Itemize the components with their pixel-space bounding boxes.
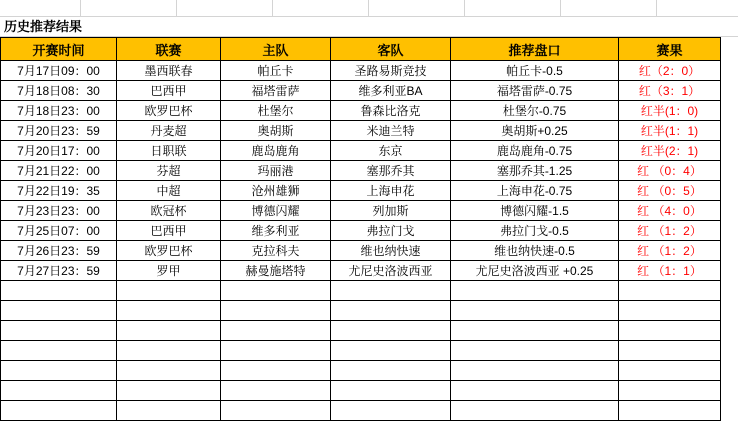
cell-result: 红 （0：4）	[619, 161, 721, 181]
table-row	[1, 201, 721, 221]
cell-result: 红 （1：1）	[619, 261, 721, 281]
table-row	[1, 181, 721, 201]
column-header-home: 主队	[221, 38, 331, 61]
cell-time: 7月18日08：30	[1, 81, 117, 101]
table-row	[1, 221, 721, 241]
cell-time: 7月21日22：00	[1, 161, 117, 181]
cell-result: 红半(2：1)	[619, 141, 721, 161]
table-row-empty	[1, 301, 721, 321]
cell-league: 巴西甲	[117, 221, 221, 241]
table-header-row	[1, 38, 721, 61]
cell-pick: 博德闪耀-1.5	[451, 201, 619, 221]
table-row	[1, 121, 721, 141]
cell-league: 日职联	[117, 141, 221, 161]
cell-pick: 杜堡尔-0.75	[451, 101, 619, 121]
table-row-empty	[1, 361, 721, 381]
cell-time: 7月23日23：00	[1, 201, 117, 221]
table-row-empty	[1, 401, 721, 421]
table-row	[1, 101, 721, 121]
cell-away: 维多利亚BA	[331, 81, 451, 101]
cell-time: 7月17日09：00	[1, 61, 117, 81]
cell-result: 红 （4：0）	[619, 201, 721, 221]
cell-pick: 奥胡斯+0.25	[451, 121, 619, 141]
table-body	[1, 61, 721, 421]
table-row-empty	[1, 381, 721, 401]
cell-pick: 维也纳快速-0.5	[451, 241, 619, 261]
cell-time: 7月18日23：00	[1, 101, 117, 121]
table-row-empty	[1, 341, 721, 361]
cell-league: 巴西甲	[117, 81, 221, 101]
cell-pick: 弗拉门戈-0.5	[451, 221, 619, 241]
table-row	[1, 81, 721, 101]
cell-league: 中超	[117, 181, 221, 201]
cell-home: 赫曼施塔特	[221, 261, 331, 281]
cell-league: 欧罗巴杯	[117, 241, 221, 261]
cell-time: 7月27日23：59	[1, 261, 117, 281]
cell-pick: 塞那乔其-1.25	[451, 161, 619, 181]
cell-home: 维多利亚	[221, 221, 331, 241]
cell-pick: 上海申花-0.75	[451, 181, 619, 201]
cell-league: 欧罗巴杯	[117, 101, 221, 121]
cell-away: 鲁森比洛克	[331, 101, 451, 121]
cell-home: 克拉科夫	[221, 241, 331, 261]
table-row	[1, 241, 721, 261]
cell-away: 圣路易斯竞技	[331, 61, 451, 81]
cell-result: 红半(1：0)	[619, 101, 721, 121]
column-header-pick: 推荐盘口	[451, 38, 619, 61]
table-row-empty	[1, 281, 721, 301]
cell-league: 墨西联春	[117, 61, 221, 81]
cell-home: 沧州雄狮	[221, 181, 331, 201]
cell-home: 博德闪耀	[221, 201, 331, 221]
cell-away: 上海申花	[331, 181, 451, 201]
cell-home: 杜堡尔	[221, 101, 331, 121]
column-header-time: 开赛时间	[1, 38, 117, 61]
cell-time: 7月26日23：59	[1, 241, 117, 261]
table-row	[1, 61, 721, 81]
cell-time: 7月20日17：00	[1, 141, 117, 161]
cell-result: 红（2：0）	[619, 61, 721, 81]
cell-away: 维也纳快速	[331, 241, 451, 261]
table-row	[1, 161, 721, 181]
cell-home: 帕丘卡	[221, 61, 331, 81]
column-header-strip	[0, 0, 738, 17]
cell-pick: 帕丘卡-0.5	[451, 61, 619, 81]
cell-result: 红（3：1）	[619, 81, 721, 101]
page-title: 历史推荐结果	[0, 17, 738, 37]
cell-away: 塞那乔其	[331, 161, 451, 181]
cell-result: 红 （1：2）	[619, 221, 721, 241]
cell-time: 7月25日07：00	[1, 221, 117, 241]
cell-away: 尤尼史洛波西亚	[331, 261, 451, 281]
cell-away: 列加斯	[331, 201, 451, 221]
cell-result: 红 （0：5）	[619, 181, 721, 201]
table-row	[1, 141, 721, 161]
cell-league: 欧冠杯	[117, 201, 221, 221]
cell-away: 米迪兰特	[331, 121, 451, 141]
cell-away: 弗拉门戈	[331, 221, 451, 241]
table-row	[1, 261, 721, 281]
cell-time: 7月22日19：35	[1, 181, 117, 201]
cell-league: 丹麦超	[117, 121, 221, 141]
column-header-league: 联赛	[117, 38, 221, 61]
cell-home: 玛丽港	[221, 161, 331, 181]
cell-home: 福塔雷萨	[221, 81, 331, 101]
cell-pick: 尤尼史洛波西亚 +0.25	[451, 261, 619, 281]
cell-pick: 福塔雷萨-0.75	[451, 81, 619, 101]
cell-league: 芬超	[117, 161, 221, 181]
cell-league: 罗甲	[117, 261, 221, 281]
history-results-table	[0, 37, 721, 421]
column-header-result: 赛果	[619, 38, 721, 61]
cell-time: 7月20日23：59	[1, 121, 117, 141]
cell-home: 奥胡斯	[221, 121, 331, 141]
table-row-empty	[1, 321, 721, 341]
column-header-away: 客队	[331, 38, 451, 61]
cell-result: 红 （1：2）	[619, 241, 721, 261]
cell-home: 鹿岛鹿角	[221, 141, 331, 161]
cell-result: 红半(1：1)	[619, 121, 721, 141]
cell-away: 东京	[331, 141, 451, 161]
cell-pick: 鹿岛鹿角-0.75	[451, 141, 619, 161]
